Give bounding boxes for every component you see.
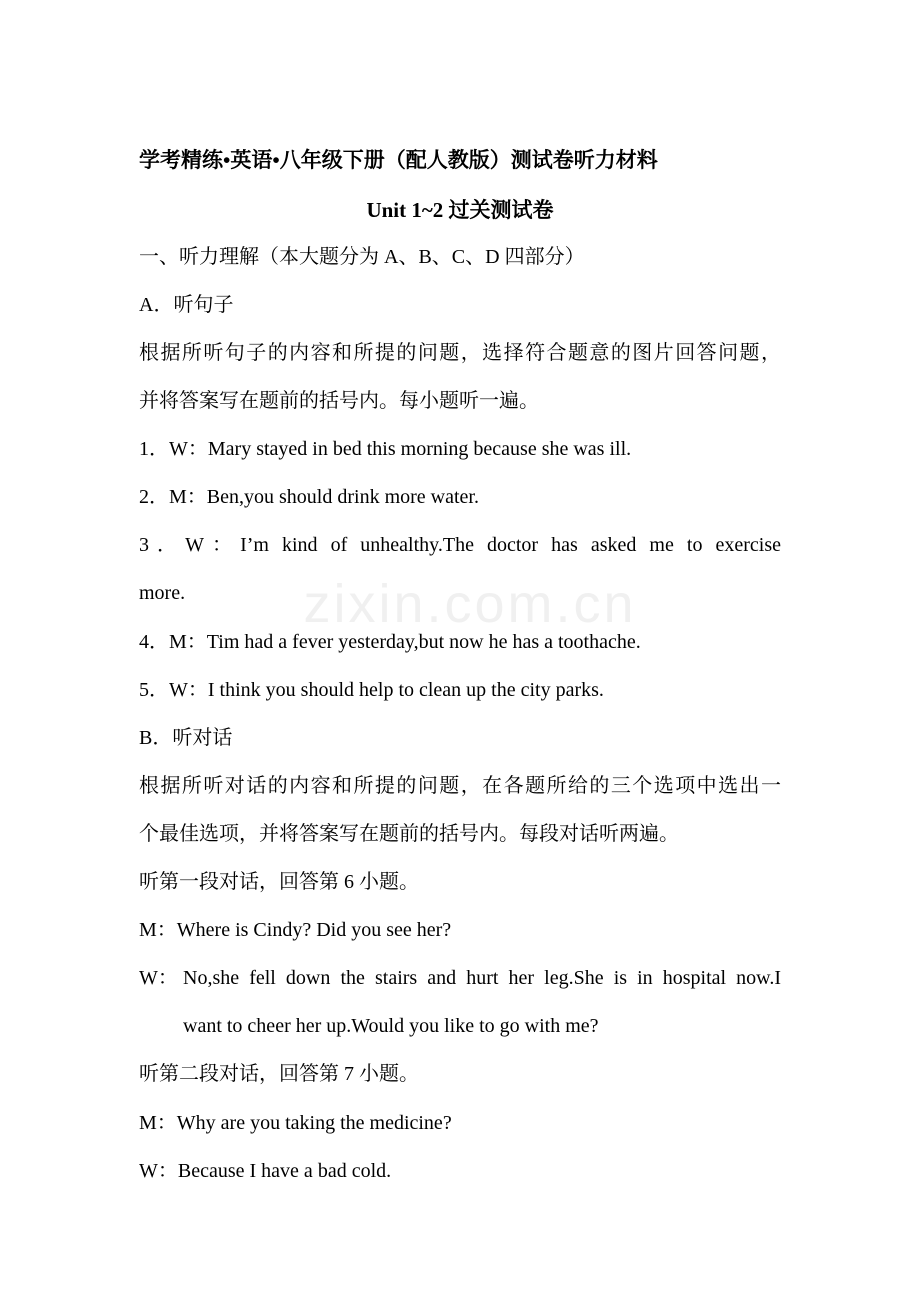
part-b-heading: B．听对话: [139, 727, 233, 749]
item-3-number: 3．W：: [139, 534, 241, 556]
dialogue-2-m-speaker: M：: [139, 1112, 177, 1134]
section-heading: 一、听力理解（本大题分为 A、B、C、D 四部分）: [139, 246, 585, 268]
dialogue-1-intro: 听第一段对话，回答第 6 小题。: [139, 871, 419, 893]
item-1-number: 1．W：: [139, 438, 208, 460]
item-3-continuation: more.: [139, 582, 186, 604]
dialogue-2-w-text: Because I have a bad cold.: [177, 1160, 392, 1182]
dialogue-1-m-text: Where is Cindy? Did you see her?: [176, 919, 452, 941]
item-4-number: 4．M：: [139, 631, 207, 653]
document-title: 学考精练•英语•八年级下册（配人教版）测试卷听力材料: [139, 148, 658, 172]
listening-item-4: [139, 630, 781, 654]
document-subtitle: Unit 1~2 过关测试卷: [366, 198, 554, 222]
item-2-text: Ben,you should drink more water.: [206, 486, 479, 508]
dialogue-1-w-text-line1: No,she fell down the stairs and hurt her leg.She is in hospital now.I: [183, 967, 781, 989]
watermark: zixin.com.cn: [303, 574, 637, 634]
listening-item-2: [139, 485, 781, 509]
part-a-instruction-line2: 并将答案写在题前的括号内。每小题听一遍。: [139, 390, 539, 412]
dialogue-1-m-line: [139, 918, 781, 942]
dialogue-1-w-text-line2: want to cheer her up.Would you like to go with me?: [183, 1015, 599, 1037]
item-2-number: 2．M：: [139, 486, 207, 508]
item-4-text: Tim had a fever yesterday,but now he has a toothache.: [206, 631, 641, 653]
listening-item-5: [139, 678, 781, 702]
dialogue-1-m-speaker: M：: [139, 919, 177, 941]
dialogue-2-m-text: Why are you taking the medicine?: [176, 1112, 452, 1134]
dialogue-2-m-line: [139, 1111, 781, 1135]
part-a-instruction-line1: 根据所听句子的内容和所提的问题，选择符合题意的图片回答问题，: [139, 342, 781, 364]
item-3-text: I’m kind of unhealthy.The doctor has asked me to exercise: [240, 534, 781, 556]
item-5-text: I think you should help to clean up the city parks.: [207, 679, 604, 701]
part-a-heading: A．听句子: [139, 294, 234, 316]
listening-item-3: [139, 533, 781, 557]
item-5-number: 5．W：: [139, 679, 208, 701]
part-b-instruction-line1: 根据所听对话的内容和所提的问题，在各题所给的三个选项中选出一: [139, 775, 781, 797]
dialogue-1-w-speaker: W：: [139, 967, 178, 989]
dialogue-2-w-line: [139, 1159, 781, 1183]
item-1-text: Mary stayed in bed this morning because she was ill.: [207, 438, 632, 460]
listening-item-1: [139, 437, 781, 461]
dialogue-2-w-speaker: W：: [139, 1160, 178, 1182]
part-b-instruction-line2: 个最佳选项，并将答案写在题前的括号内。每段对话听两遍。: [139, 823, 679, 845]
dialogue-2-intro: 听第二段对话，回答第 7 小题。: [139, 1063, 419, 1085]
